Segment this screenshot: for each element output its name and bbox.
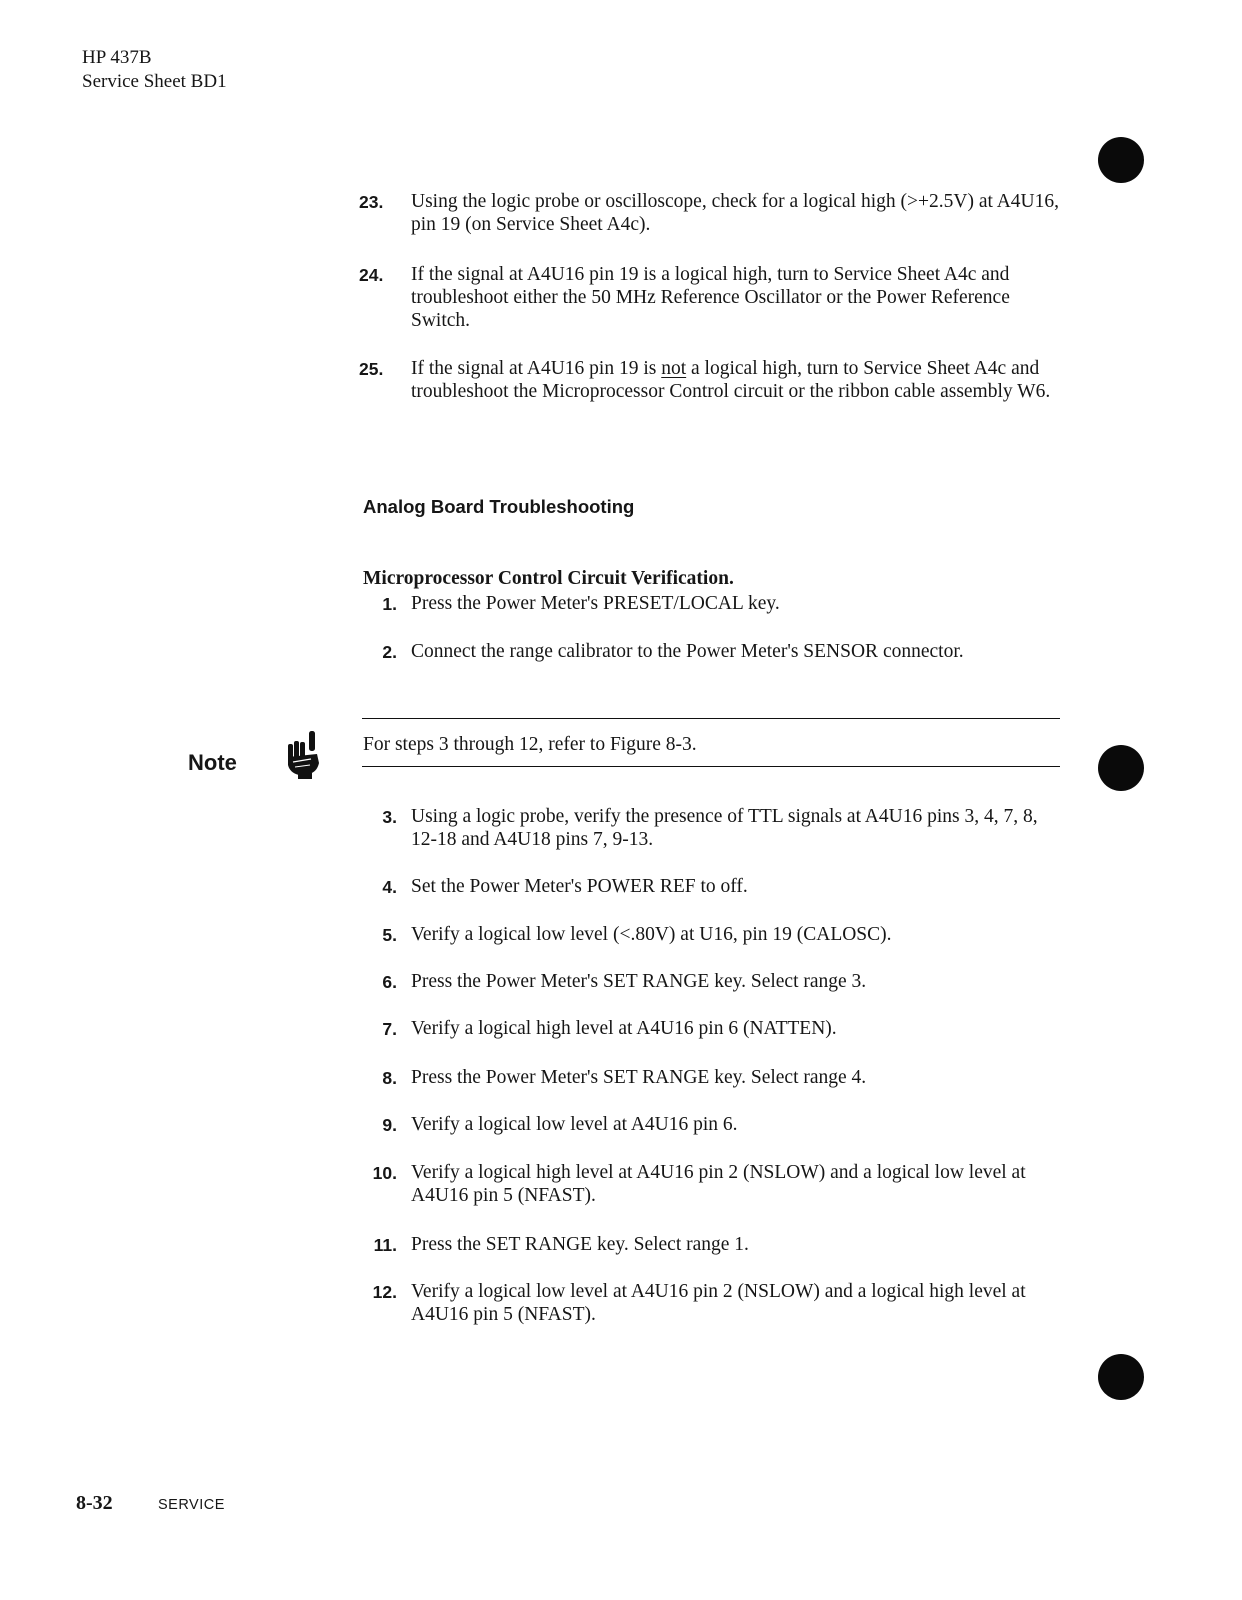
section-heading: Analog Board Troubleshooting bbox=[363, 496, 635, 517]
step-number: 24. bbox=[359, 265, 384, 285]
list-item bbox=[363, 1233, 1063, 1256]
list-item bbox=[363, 592, 1063, 615]
step-text: Verify a logical high level at A4U16 pin 6 (NATTEN). bbox=[411, 1018, 837, 1039]
step-text bbox=[411, 357, 1063, 403]
list-item bbox=[363, 1017, 1063, 1040]
step-number: 9. bbox=[382, 1115, 397, 1135]
step-text: Press the SET RANGE key. Select range 1. bbox=[411, 1234, 749, 1255]
step-text-part: If the signal at A4U16 pin 19 is bbox=[411, 358, 662, 379]
step-number: 12. bbox=[372, 1282, 397, 1302]
binder-hole-bottom bbox=[1098, 1354, 1144, 1400]
subsection-heading: Microprocessor Control Circuit Verification. bbox=[363, 568, 734, 589]
step-text: Using the logic probe or oscilloscope, check for a logical high (>+2.5V) at A4U16, pin 19 (on Service Sheet A4c). bbox=[411, 191, 1060, 235]
list-item bbox=[363, 1161, 1063, 1207]
step-number: 8. bbox=[382, 1068, 397, 1088]
list-item bbox=[363, 1066, 1063, 1089]
step-text: Connect the range calibrator to the Power Meter's SENSOR connector. bbox=[411, 641, 964, 662]
step-text: Press the Power Meter's PRESET/LOCAL key. bbox=[411, 593, 780, 614]
step-text: Verify a logical high level at A4U16 pin 2 (NSLOW) and a logical low level at A4U16 pin 5 (NFAST). bbox=[411, 1162, 1026, 1206]
step-text: Press the Power Meter's SET RANGE key. Select range 3. bbox=[411, 971, 867, 992]
note-rule-bottom bbox=[362, 766, 1060, 767]
step-number: 7. bbox=[382, 1019, 397, 1039]
step-number: 11. bbox=[373, 1235, 397, 1255]
step-number: 3. bbox=[382, 807, 397, 827]
step-number: 6. bbox=[382, 972, 397, 992]
list-item bbox=[363, 970, 1063, 993]
list-item bbox=[359, 190, 1063, 236]
list-item bbox=[359, 263, 1063, 332]
step-text: Using a logic probe, verify the presence of TTL signals at A4U16 pins 3, 4, 7, 8, 12-18 and A4U18 pins 7, 9-13. bbox=[411, 806, 1038, 850]
step-text: Verify a logical low level at A4U16 pin 2 (NSLOW) and a logical high level at A4U16 pin 5 (NFAST). bbox=[411, 1281, 1026, 1325]
step-text: Press the Power Meter's SET RANGE key. Select range 4. bbox=[411, 1067, 867, 1088]
header-sheet: Service Sheet BD1 bbox=[82, 71, 227, 92]
emphasis-underline: not bbox=[661, 358, 687, 379]
step-text-part: a logical high, turn to Service Sheet A4c and troubleshoot the Microprocessor Control circuit or the ribbon cable assembly W6. bbox=[411, 358, 1051, 402]
footer-section: SERVICE bbox=[158, 1497, 225, 1513]
step-number: 1. bbox=[382, 594, 397, 614]
step-text: Set the Power Meter's POWER REF to off. bbox=[411, 876, 748, 897]
step-number: 23. bbox=[359, 192, 384, 212]
step-number: 10. bbox=[372, 1163, 397, 1183]
list-item bbox=[363, 923, 1063, 946]
page-number: 8-32 bbox=[76, 1492, 113, 1514]
page-header bbox=[82, 46, 227, 94]
note-label: Note bbox=[188, 750, 237, 775]
step-text: If the signal at A4U16 pin 19 is a logical high, turn to Service Sheet A4c and troubleshoot either the 50 MHz Reference Oscillator or the Power Reference Switch. bbox=[411, 264, 1010, 331]
list-item bbox=[363, 1113, 1063, 1136]
step-number: 25. bbox=[359, 359, 384, 379]
step-text: Verify a logical low level at A4U16 pin 6. bbox=[411, 1114, 738, 1135]
pointing-hand-icon bbox=[286, 731, 322, 779]
note-rule-top bbox=[362, 718, 1060, 719]
list-item bbox=[359, 357, 1063, 403]
binder-hole-middle bbox=[1098, 745, 1144, 791]
list-item bbox=[363, 875, 1063, 898]
binder-hole-top bbox=[1098, 137, 1144, 183]
list-item bbox=[363, 1280, 1063, 1326]
step-number: 2. bbox=[382, 642, 397, 662]
step-text: Verify a logical low level (<.80V) at U16, pin 19 (CALOSC). bbox=[411, 924, 892, 945]
list-item bbox=[363, 640, 1063, 663]
step-number: 5. bbox=[382, 925, 397, 945]
note-text: For steps 3 through 12, refer to Figure 8-3. bbox=[363, 734, 697, 755]
header-model: HP 437B bbox=[82, 47, 152, 68]
step-number: 4. bbox=[382, 877, 397, 897]
list-item bbox=[363, 805, 1063, 851]
